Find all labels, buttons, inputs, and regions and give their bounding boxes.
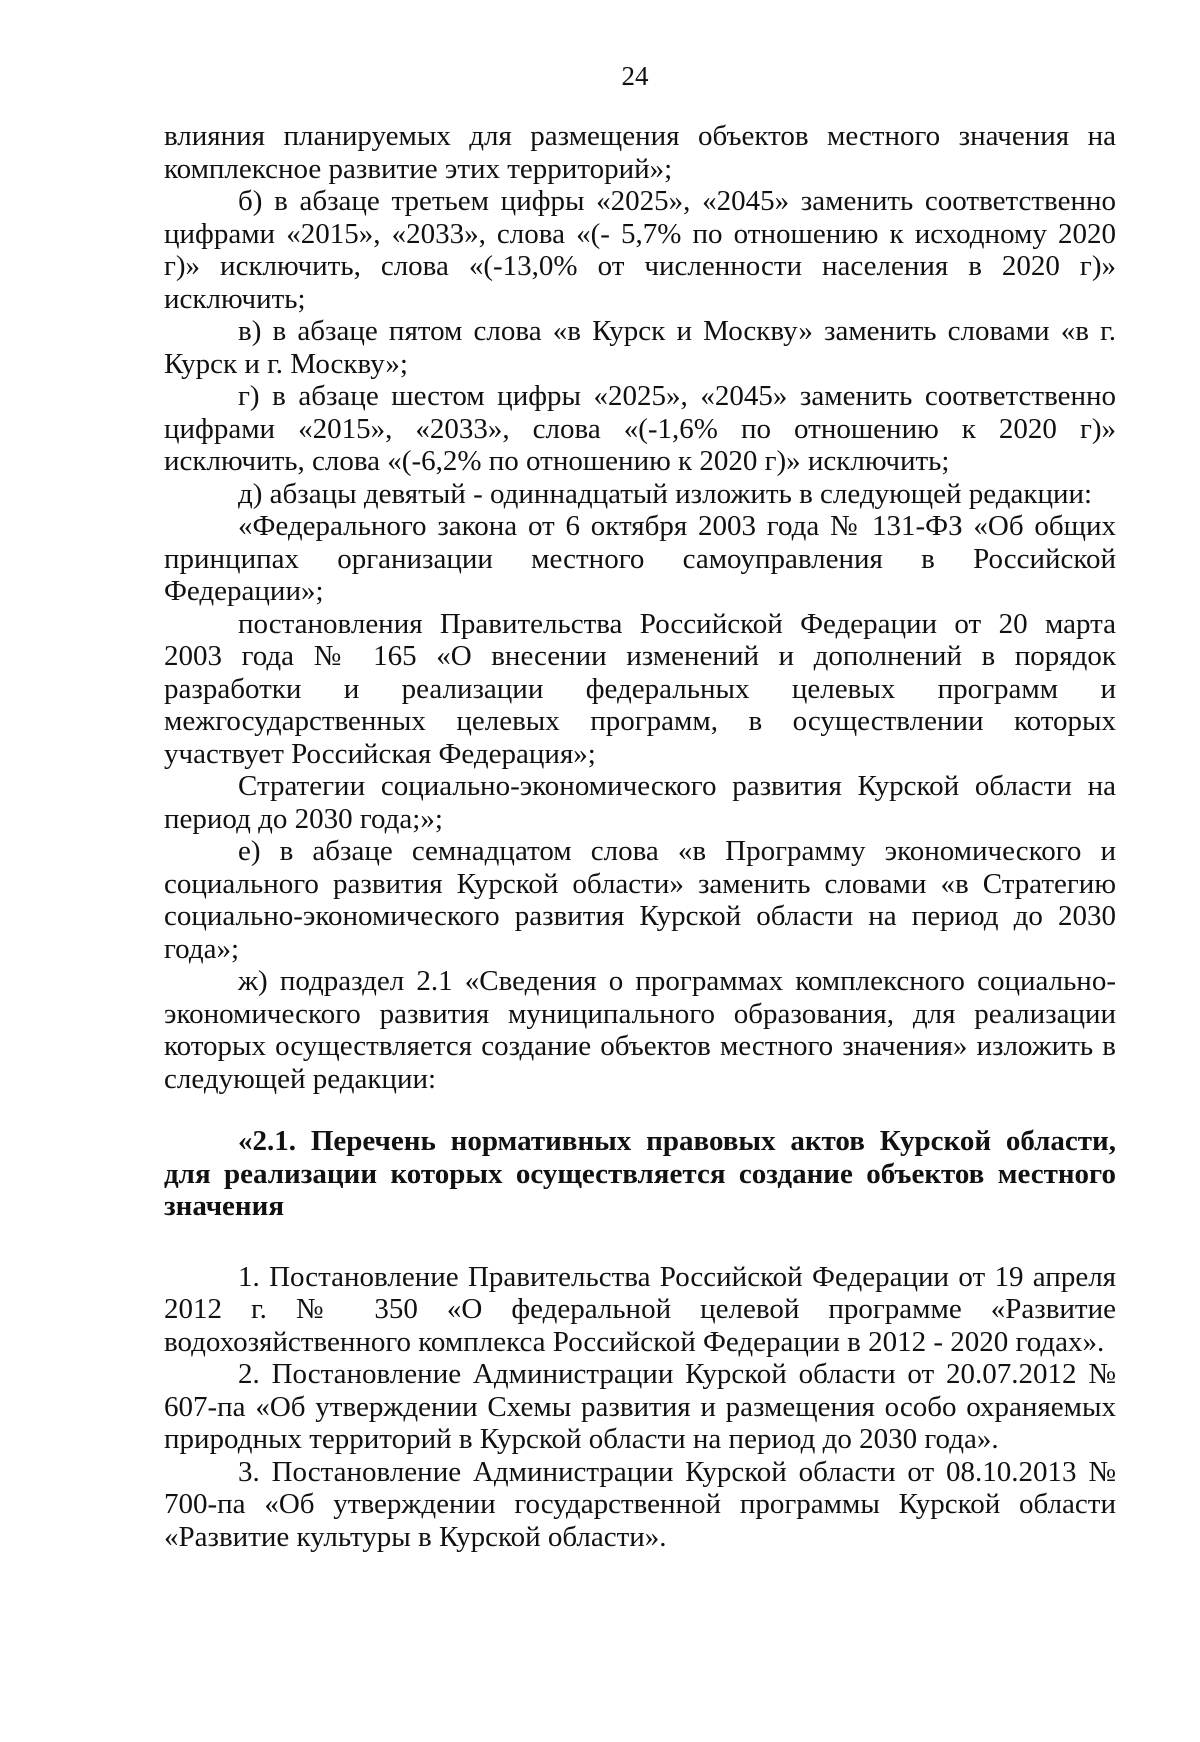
paragraph-item-b: б) в абзаце третьем цифры «2025», «2045» заменить соответственно цифрами «2015», «2033», слова «(- 5,7% по отношению к исходному 2020 г)» исключить, слова «(-13,0% от численности населения в 2020 г)» исключить;: [164, 185, 1116, 315]
paragraph-government-decree: постановления Правительства Российской Федерации от 20 марта 2003 года № 165 «О внесении изменений и дополнений в порядок разработки и реализации федеральных целевых программ и межгосударственных целевых программ, в осуществлении которых участвует Российская Федерация»;: [164, 607, 1116, 770]
paragraph-item-zh: ж) подраздел 2.1 «Сведения о программах комплексного социально-экономического развития муниципального образования, для реализации которых осуществляется создание объектов местного значения» изложить в следующей редакции:: [164, 965, 1116, 1095]
paragraph-strategy: Стратегии социально-экономического развития Курской области на период до 2030 года;»;: [164, 770, 1116, 835]
paragraph-item-e: е) в абзаце семнадцатом слова «в Программу экономического и социального развития Курской области» заменить словами «в Стратегию социально-экономического развития Курской области на период до 2030 года»;: [164, 835, 1116, 965]
list-item: 3. Постановление Администрации Курской области от 08.10.2013 № 700-па «Об утверждении государственной программы Курской области «Развитие культуры в Курской области».: [164, 1455, 1116, 1553]
page-number: 24: [621, 61, 649, 91]
paragraph-federal-law: «Федерального закона от 6 октября 2003 года № 131-ФЗ «Об общих принципах организации местного самоуправления в Российской Федерации»;: [164, 510, 1116, 607]
paragraph-item-v: в) в абзаце пятом слова «в Курск и Москву» заменить словами «в г. Курск и г. Москву»;: [164, 315, 1116, 380]
list-item: 1. Постановление Правительства Российской Федерации от 19 апреля 2012 г. № 350 «О федеральной целевой программе «Развитие водохозяйственного комплекса Российской Федерации в 2012 - 2020 годах».: [164, 1260, 1116, 1358]
paragraph-continuation: влияния планируемых для размещения объектов местного значения на комплексное развитие этих территорий»;: [164, 120, 1116, 185]
section-heading: «2.1. Перечень нормативных правовых актов Курской области, для реализации которых осуществляется создание объектов местного значения: [164, 1125, 1116, 1222]
list-item: 2. Постановление Администрации Курской области от 20.07.2012 № 607-па «Об утверждении Схемы развития и размещения особо охраняемых природных территорий в Курской области на период до 2030 года».: [164, 1358, 1116, 1455]
paragraph-item-d: д) абзацы девятый - одиннадцатый изложить в следующей редакции:: [238, 477, 1093, 510]
paragraph-item-g: г) в абзаце шестом цифры «2025», «2045» заменить соответственно цифрами «2015», «2033», слова «(-1,6% по отношению к 2020 г)» исключить, слова «(-6,2% по отношению к 2020 г)» исключить;: [164, 380, 1116, 477]
document-body: [164, 120, 1116, 1553]
